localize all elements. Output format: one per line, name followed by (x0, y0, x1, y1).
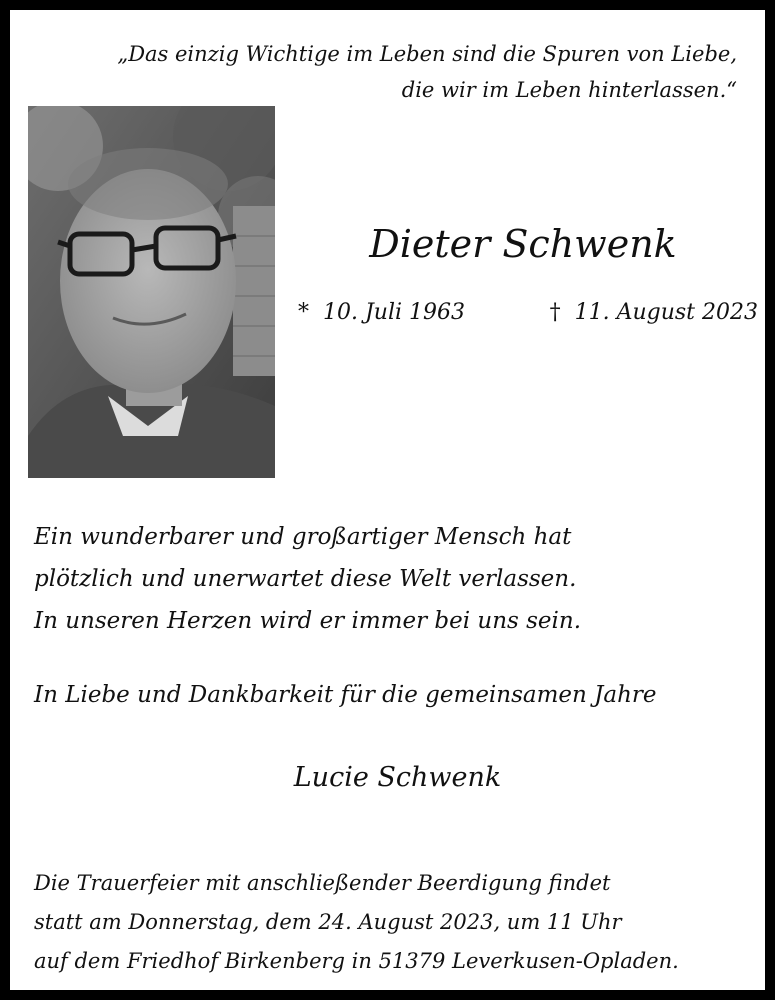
funeral-line-1: Die Trauerfeier mit anschließender Beerdigung findet (34, 871, 611, 895)
quote-line-2: die wir im Leben hinterlassen.“ (401, 78, 737, 102)
message-line-1: Ein wunderbarer und großartiger Mensch hat (34, 524, 572, 550)
quote-line-1: „Das einzig Wichtige im Leben sind die Spuren von Liebe, (117, 42, 737, 66)
birth-star-icon: * (298, 300, 309, 325)
funeral-line-3: auf dem Friedhof Birkenberg in 51379 Leverkusen-Opladen. (34, 949, 679, 973)
death-date-group (550, 300, 758, 325)
message-line-4: In Liebe und Dankbarkeit für die gemeinsamen Jahre (34, 682, 657, 708)
birth-date-group (298, 300, 465, 325)
death-cross-icon: † (549, 300, 561, 325)
message-line-2: plötzlich und unerwartet diese Welt verlassen. (34, 566, 577, 592)
deceased-name: Dieter Schwenk (369, 222, 677, 266)
message-line-3: In unseren Herzen wird er immer bei uns sein. (34, 608, 582, 634)
signer-name: Lucie Schwenk (293, 762, 502, 793)
portrait-photo (28, 106, 275, 478)
funeral-line-2: statt am Donnerstag, dem 24. August 2023, um 11 Uhr (34, 910, 622, 934)
death-date: 11. August 2023 (574, 300, 758, 325)
birth-date: 10. Juli 1963 (323, 300, 466, 325)
